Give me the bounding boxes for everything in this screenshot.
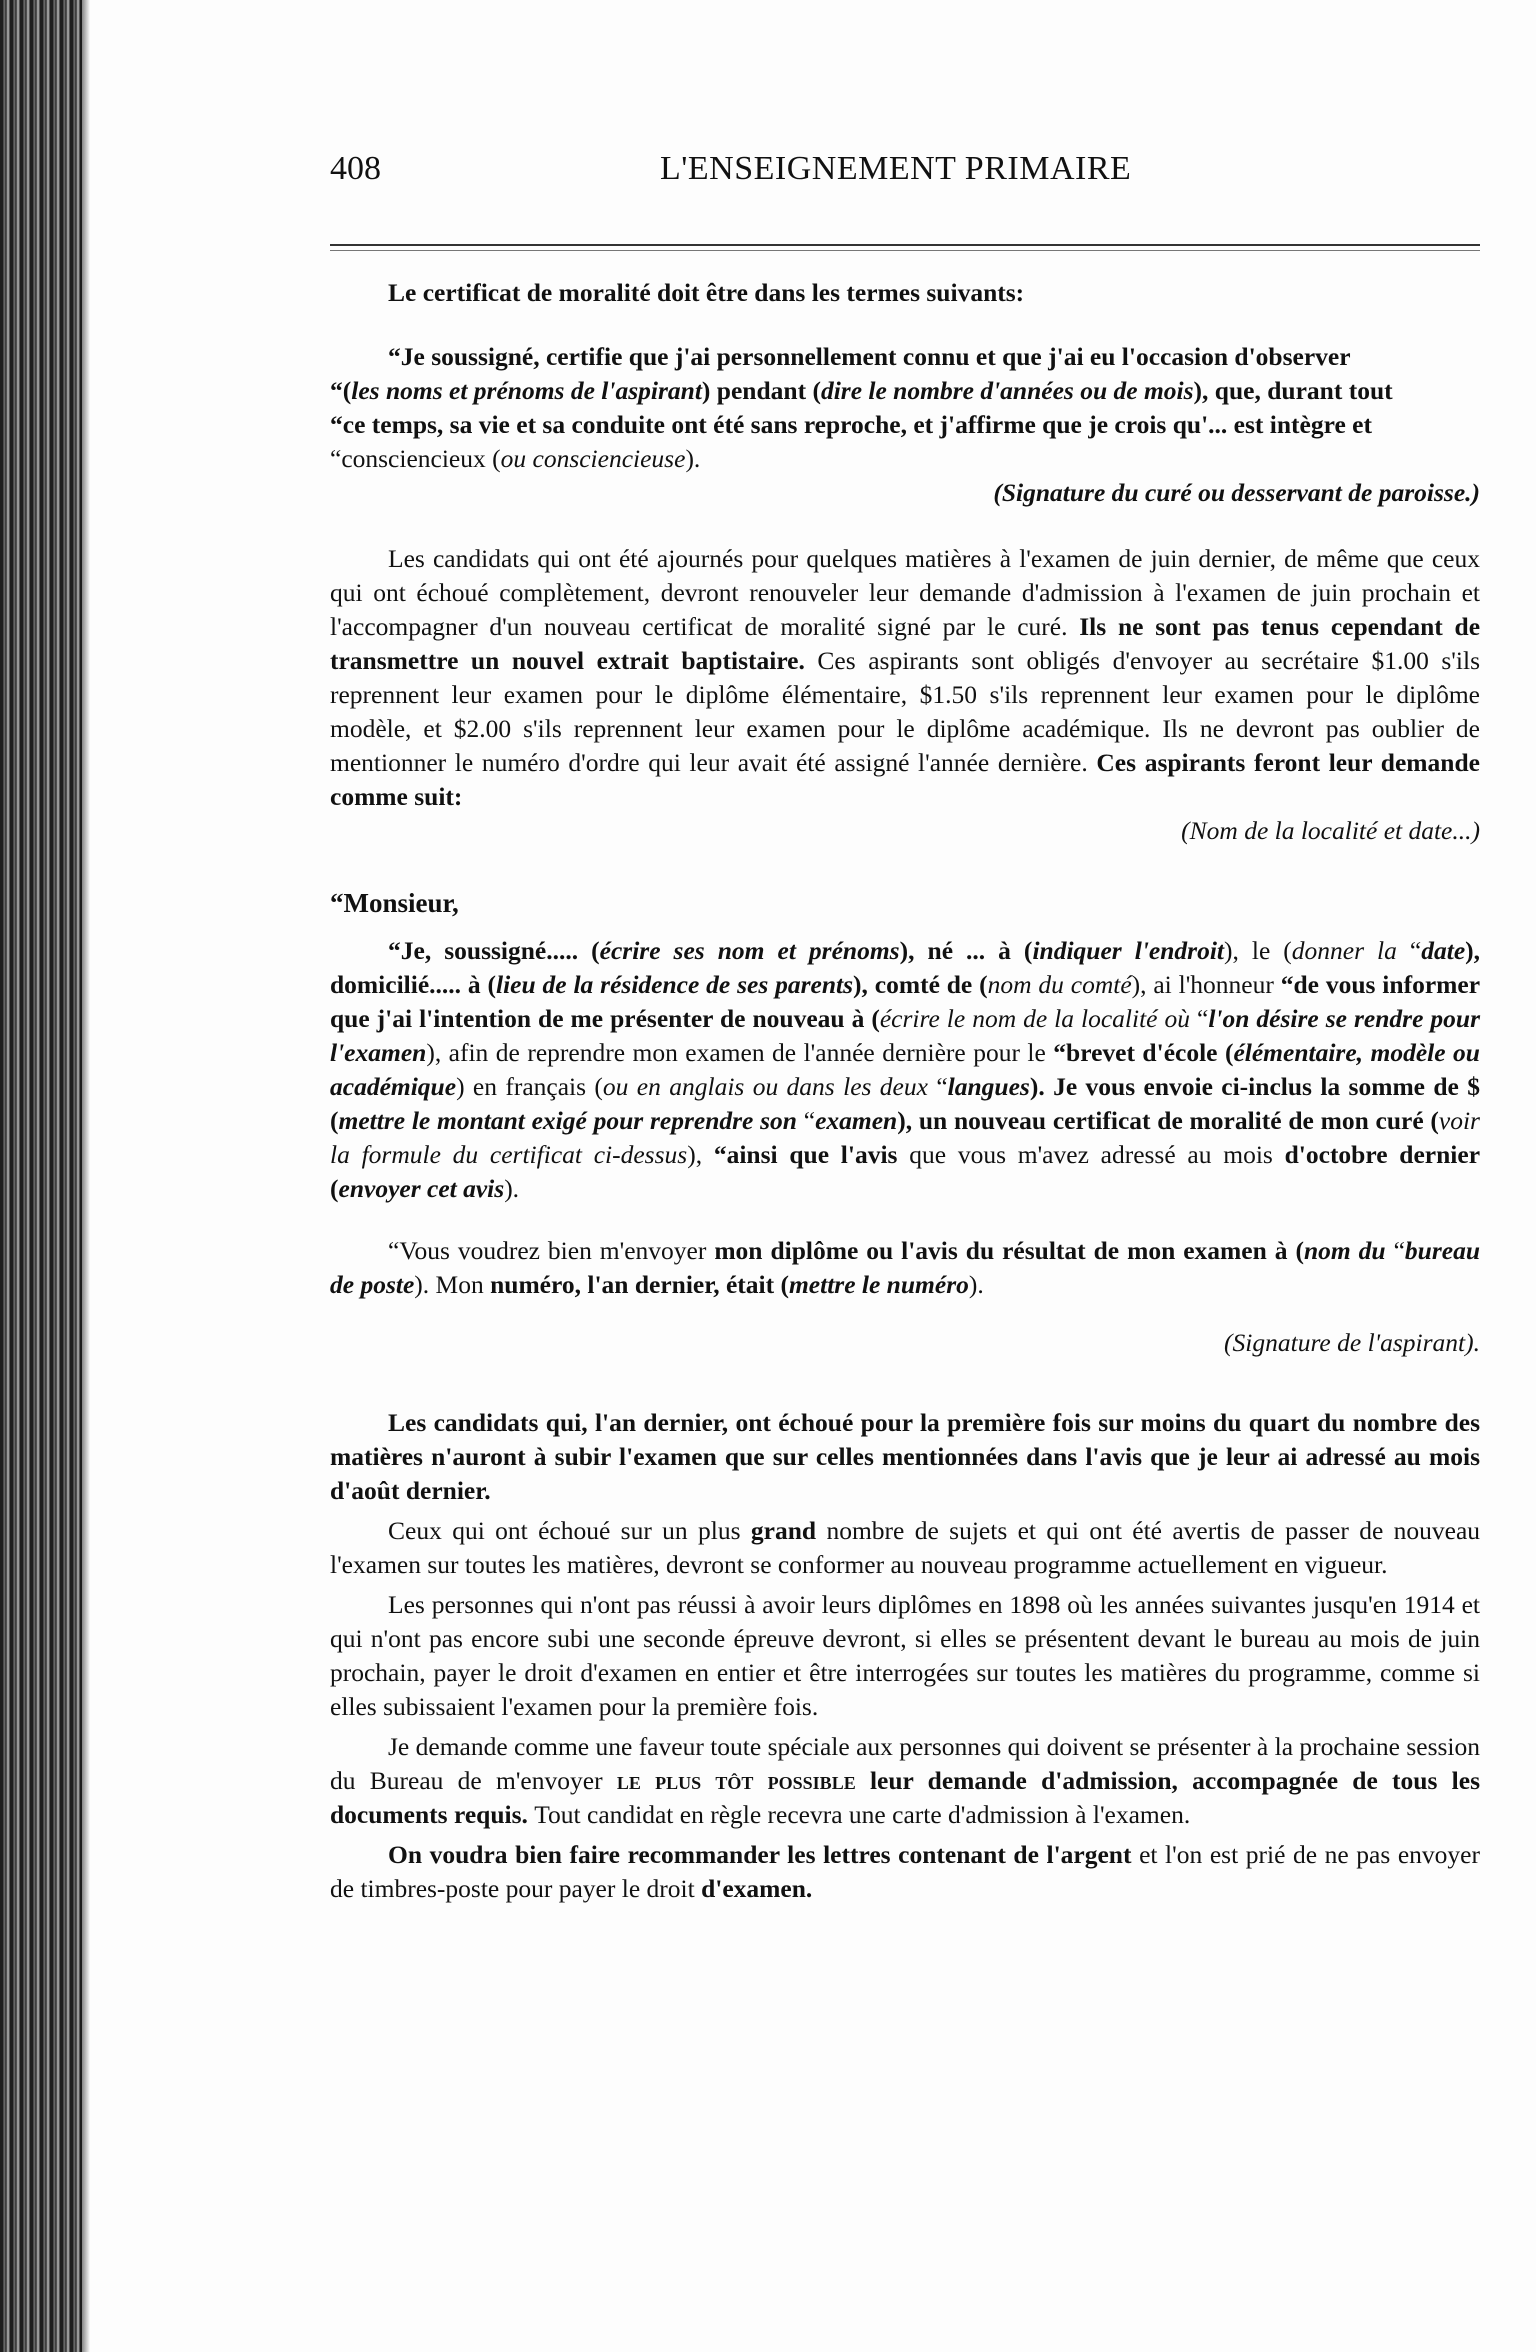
letter-paragraph-2	[330, 1234, 1480, 1302]
letter-paragraph-1	[330, 934, 1480, 1206]
letter-p1-run: écrire le nom de la localité où	[879, 1004, 1190, 1033]
candidates-paragraph: Les candidats qui ont été ajournés pour quelques matières à l'examen de juin dernier, de même que ceux qui ont échoué complètement, devront renouveler leur demande d'admission à l'examen de juin prochain et l'accompagner d'un nouveau certificat de moralité signé par le curé. Ils ne sont pas tenus cependant de transmettre un nouvel extrait baptistaire. Ces aspirants sont obligés d'envoyer au secrétaire $1.00 s'ils reprennent leur examen pour le diplôme élémentaire, $1.50 s'ils reprennent leur examen pour le diplôme modèle, et $2.00 s'ils reprennent leur examen pour le diplôme académique. Ils ne devront pas oublier de mentionner le numéro d'ordre qui leur avait été assigné l'année dernière. Ces aspirants feront leur demande comme suit:	[330, 544, 1481, 811]
letter-p1-run: voir la formule du certificat ci-dessus	[330, 1106, 1480, 1169]
certificate-template	[330, 340, 1480, 510]
letter-p1-run: que vous m'avez adressé au mois	[897, 1140, 1285, 1169]
letter-p1-run: examen	[815, 1106, 898, 1135]
letter-p1-run: nom du comté	[987, 970, 1132, 999]
letter-p2-run: ).	[968, 1270, 984, 1299]
certificate-line-1: “Je soussigné, certifie que j'ai personnellement connu et que j'ai eu l'occasion d'observer	[388, 342, 1351, 371]
page	[330, 150, 1480, 2290]
letter-p1-run: “de vous informer que j'ai l'intention de me présenter de nouveau à (	[330, 970, 1481, 1033]
letter-signature: (Signature de l'aspirant).	[1224, 1328, 1480, 1357]
letter-p1-run: “Je, soussigné..... (	[388, 936, 600, 965]
letter-p2-run: numéro, l'an dernier, était (	[490, 1270, 789, 1299]
final-paragraph-4: Je demande comme une faveur toute spéciale aux personnes qui doivent se présenter à la prochaine session du Bureau de m'envoyer le plus tôt possible leur demande d'admission, accompagnée de tous les documents requis. Tout candidat en règle recevra une carte d'admission à l'examen.	[330, 1732, 1480, 1829]
letter-p2-run: bureau de poste	[330, 1236, 1480, 1299]
letter-p1-run: ),	[687, 1140, 703, 1169]
letter-p1-run: ).	[504, 1174, 520, 1203]
page-number: 408	[330, 150, 381, 187]
running-title: L'ENSEIGNEMENT PRIMAIRE	[660, 150, 1132, 187]
certificate-signature: (Signature du curé ou desservant de paroisse.)	[993, 478, 1480, 507]
letter-p1-run: ), afin de reprendre mon examen de l'année dernière pour le	[426, 1038, 1046, 1067]
letter-p1-run: ), né ... à (	[899, 936, 1033, 965]
letter-p1-run: “brevet d'école (	[1045, 1038, 1234, 1067]
letter-p1-run: ), ai l'honneur	[1131, 970, 1274, 999]
final-paragraph-1: Les candidats qui, l'an dernier, ont échoué pour la première fois sur moins du quart du nombre des matières n'auront à subir l'examen que sur celles mentionnées dans l'avis que je leur ai adressé au mois d'août dernier.	[330, 1408, 1480, 1505]
place-date: (Nom de la localité et date...)	[1181, 816, 1480, 845]
letter-p2-run: mon diplôme ou l'avis du résultat de mon examen à (	[714, 1236, 1304, 1265]
letter-p1-run: indiquer l'endroit	[1032, 936, 1224, 965]
letter-p1-run: “	[1396, 936, 1422, 965]
letter-p1-run: “	[796, 1106, 816, 1135]
letter-p1-run: ), un nouveau certificat de moralité de mon curé (	[897, 1106, 1439, 1135]
letter-p1-run: “	[927, 1072, 948, 1101]
certificate-line-4: “consciencieux (ou consciencieuse).	[330, 444, 701, 473]
letter-p2-run: mettre le numéro	[788, 1270, 969, 1299]
letter-p2-run: “Vous voudrez bien m'envoyer	[388, 1236, 715, 1265]
letter-p1-run: d'octobre dernier (	[330, 1140, 1481, 1203]
letter-p1-run: élémentaire, modèle ou académique	[330, 1038, 1480, 1101]
letter-p2-run: “	[1385, 1236, 1405, 1265]
page-gutter	[82, 0, 90, 2352]
letter-p1-run: ), le (	[1224, 936, 1292, 965]
letter-p1-run: ou en anglais ou dans les deux	[602, 1072, 928, 1101]
letter-p1-run: l'on désire se rendre pour l'examen	[330, 1004, 1481, 1067]
letter-p1-run: ) en français (	[456, 1072, 603, 1101]
letter-p1-run: “	[1190, 1004, 1209, 1033]
header-rule-thin	[330, 250, 1480, 251]
letter-p1-run: ). Je vous envoie ci-inclus la somme de $ (	[330, 1072, 1480, 1135]
final-paragraph-2: Ceux qui ont échoué sur un plus grand nombre de sujets et qui ont été avertis de passer de nouveau l'examen sur toutes les matières, devront se conformer au nouveau programme actuellement en vigueur.	[330, 1516, 1481, 1579]
header-rule	[330, 244, 1480, 246]
letter-p1-run: ), comté de (	[853, 970, 988, 999]
page-header	[330, 150, 1480, 210]
letter-p1-run: mettre le montant exigé pour reprendre son	[338, 1106, 797, 1135]
letter-p1-run: donner la	[1291, 936, 1397, 965]
letter-p1-run: lieu de la résidence de ses parents	[496, 970, 854, 999]
letter-p1-run: écrire ses nom et prénoms	[599, 936, 900, 965]
letter-p2-run: ). Mon	[414, 1270, 491, 1299]
letter-salutation: “Monsieur,	[330, 888, 459, 918]
letter-p1-run: envoyer cet avis	[338, 1174, 505, 1203]
book-spine	[0, 0, 82, 2352]
certificate-line-3: “ce temps, sa vie et sa conduite ont été sans reproche, et j'affirme que je crois qu'... est intègre et	[330, 410, 1372, 439]
letter-p1-run: date	[1421, 936, 1466, 965]
certificate-line-2: “(les noms et prénoms de l'aspirant) pendant (dire le nombre d'années ou de mois), que, durant tout	[330, 376, 1393, 405]
final-paragraph-5: On voudra bien faire recommander les lettres contenant de l'argent et l'on est prié de ne pas envoyer de timbres-poste pour payer le droit d'examen.	[330, 1840, 1480, 1903]
letter-p2-run: nom du	[1303, 1236, 1386, 1265]
letter-p1-run: “ainsi que l'avis	[702, 1140, 898, 1169]
final-paragraph-3: Les personnes qui n'ont pas réussi à avoir leurs diplômes en 1898 où les années suivantes jusqu'en 1914 et qui n'ont pas encore subi une seconde épreuve devront, si elles se présentent devant le bureau au mois de juin prochain, payer le droit d'examen en entier et être interrogées sur toutes les matières du programme, comme si elles subissaient l'examen pour la première fois.	[330, 1590, 1480, 1721]
letter-p1-run: langues	[947, 1072, 1030, 1101]
letter-p1-run: ), domicilié..... à (	[330, 936, 1481, 999]
certificate-intro: Le certificat de moralité doit être dans les termes suivants:	[388, 278, 1025, 307]
